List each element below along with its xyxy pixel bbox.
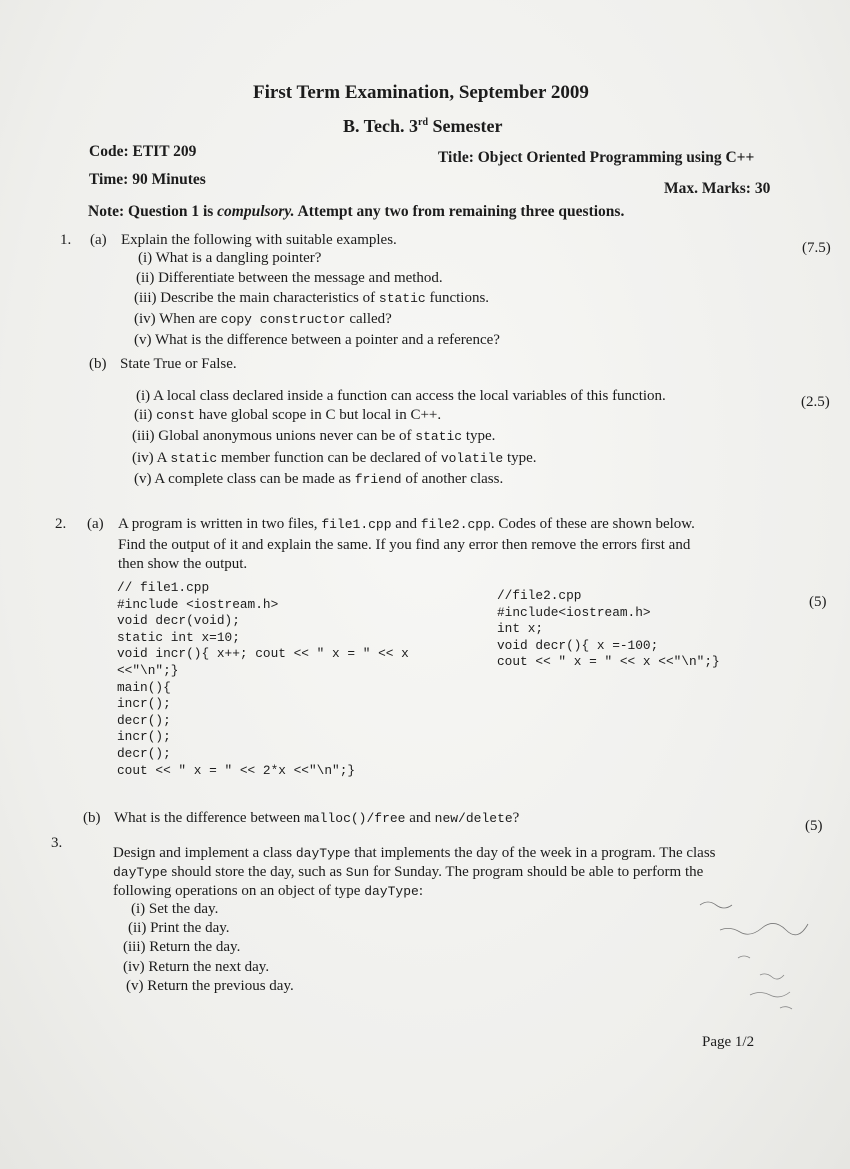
q2b-pre: What is the difference between (114, 810, 305, 826)
q1a-iii-pre: (iii) Describe the main characteristics of (134, 290, 379, 306)
q3-line1-post: that implements the day of the week in a program. The class (350, 845, 716, 861)
q3-line2-code2: Sun (345, 865, 370, 880)
exam-note (88, 203, 624, 221)
q1b-iii-pre: (iii) Global anonymous unions never can be of (132, 428, 416, 444)
q3-line1 (113, 845, 716, 862)
q3-item-iv: (iv) Return the next day. (123, 959, 270, 975)
q2-number: 2. (55, 516, 67, 532)
file1-code-block: // file1.cpp #include <iostream.h> void decr(void); static int x=10; void incr(){ x++; cout << " x = " << x <<"\n";} main(){ incr(); decr(); incr(); decr(); cout << " x = " << 2*x <<"\n";} (117, 580, 409, 778)
semester-suffix: Semester (428, 116, 503, 136)
q1a-item-i: (i) What is a dangling pointer? (138, 250, 322, 266)
q1a-text: Explain the following with suitable examples. (121, 232, 397, 248)
q2b-label: (b) (83, 810, 101, 826)
semester-prefix: B. Tech. 3 (343, 116, 419, 136)
q2a-line1 (118, 516, 695, 533)
q2a-line1-post: . Codes of these are shown below. (490, 516, 695, 532)
page-number: Page 1/2 (702, 1034, 755, 1050)
q3-item-iii: (iii) Return the day. (123, 939, 241, 955)
q3-item-ii: (ii) Print the day. (128, 920, 230, 936)
q2a-line3: then show the output. (118, 556, 248, 572)
course-code: Code: ETIT 209 (89, 143, 197, 160)
q3-marks: (5) (805, 818, 823, 834)
q2a-line1-pre: A program is written in two files, (118, 516, 322, 532)
q1b-v-code: friend (354, 472, 402, 487)
q3-line2-code1: dayType (113, 865, 168, 880)
q1b-v-post: of another class. (401, 471, 504, 487)
q1a-item-v: (v) What is the difference between a pointer and a reference? (134, 332, 500, 348)
note-emphasis: compulsory. (217, 203, 295, 220)
q3-line3-post: : (418, 883, 423, 899)
q1a-iii-code: static (378, 291, 426, 306)
q1a-iv-post: called? (345, 311, 392, 327)
note-prefix: Note: Question 1 is (88, 203, 218, 220)
q3-item-i: (i) Set the day. (131, 901, 219, 917)
q3-line1-pre: Design and implement a class (113, 845, 296, 861)
q3-number: 3. (51, 835, 63, 851)
semester-line (343, 116, 503, 137)
file2-code-block: //file2.cpp #include<iostream.h> int x; void decr(){ x =-100; cout << " x = " << x <<"\n";} (497, 588, 720, 670)
q3-line1-code: dayType (295, 846, 351, 861)
q2b-text (114, 810, 519, 827)
q2b-mid: and (405, 810, 435, 826)
q1b-iv-pre: (iv) A (132, 450, 171, 466)
q3-line2 (113, 864, 703, 881)
q1b-ii-pre: (ii) (134, 407, 157, 423)
q1b-iv-code1: static (170, 451, 218, 466)
q1b-item-i: (i) A local class declared inside a function can access the local variables of this function. (136, 388, 666, 404)
q1b-v-pre: (v) A complete class can be made as (134, 471, 355, 487)
exam-time: Time: 90 Minutes (89, 171, 206, 188)
max-marks: Max. Marks: 30 (664, 180, 771, 197)
q2b-post: ? (512, 810, 520, 826)
q2a-label: (a) (87, 516, 104, 532)
q3-line2-mid: should store the day, such as (167, 864, 346, 880)
q2a-file2: file2.cpp (420, 517, 491, 532)
q3-line3-code: dayType (364, 884, 419, 899)
q1b-ii-post: have global scope in C but local in C++. (195, 407, 442, 423)
q2b-code2: new/delete (434, 811, 513, 826)
q1b-iv-mid: member function can be declared of (217, 450, 441, 466)
exam-title: First Term Examination, September 2009 (253, 82, 589, 103)
q1b-item-iii (132, 428, 495, 445)
q1a-item-iv (134, 311, 392, 328)
q1b-label: (b) (89, 356, 107, 372)
q1b-iii-post: type. (462, 428, 496, 444)
q1b-iv-post: type. (503, 450, 537, 466)
q1a-iv-code: copy constructor (220, 312, 346, 327)
q3-line2-post: for Sunday. The program should be able to perform the (369, 864, 704, 880)
note-suffix: Attempt any two from remaining three questions. (294, 203, 625, 220)
q2b-code1: malloc()/free (304, 811, 406, 826)
handwriting-scribbles (690, 890, 850, 1030)
q1b-item-v (134, 471, 503, 488)
q2a-line1-mid: and (391, 516, 421, 532)
q1b-item-iv (132, 450, 537, 467)
course-title: Title: Object Oriented Programming using C++ (438, 149, 755, 166)
q1b-marks: (2.5) (801, 394, 830, 410)
semester-sup: rd (418, 117, 429, 128)
q1b-iii-code: static (415, 429, 463, 444)
q2a-file1: file1.cpp (321, 517, 392, 532)
q2a-marks: (5) (809, 594, 827, 610)
q1a-marks: (7.5) (802, 240, 831, 256)
q2a-line2: Find the output of it and explain the same. If you find any error then remove the errors first and (118, 537, 691, 553)
q1a-iii-post: functions. (425, 290, 490, 306)
q1b-text: State True or False. (120, 356, 237, 372)
q3-line3 (113, 883, 423, 900)
q3-line3-pre: following operations on an object of type (113, 883, 365, 899)
q1a-label: (a) (90, 232, 107, 248)
q1-number: 1. (60, 232, 72, 248)
q1a-iv-pre: (iv) When are (134, 311, 221, 327)
q1b-ii-code: const (156, 408, 196, 423)
q1a-item-ii: (ii) Differentiate between the message and method. (136, 270, 443, 286)
q1a-item-iii (134, 290, 489, 307)
q1b-iv-code2: volatile (440, 451, 504, 466)
q3-item-v: (v) Return the previous day. (126, 978, 294, 994)
q1b-item-ii (134, 407, 441, 424)
